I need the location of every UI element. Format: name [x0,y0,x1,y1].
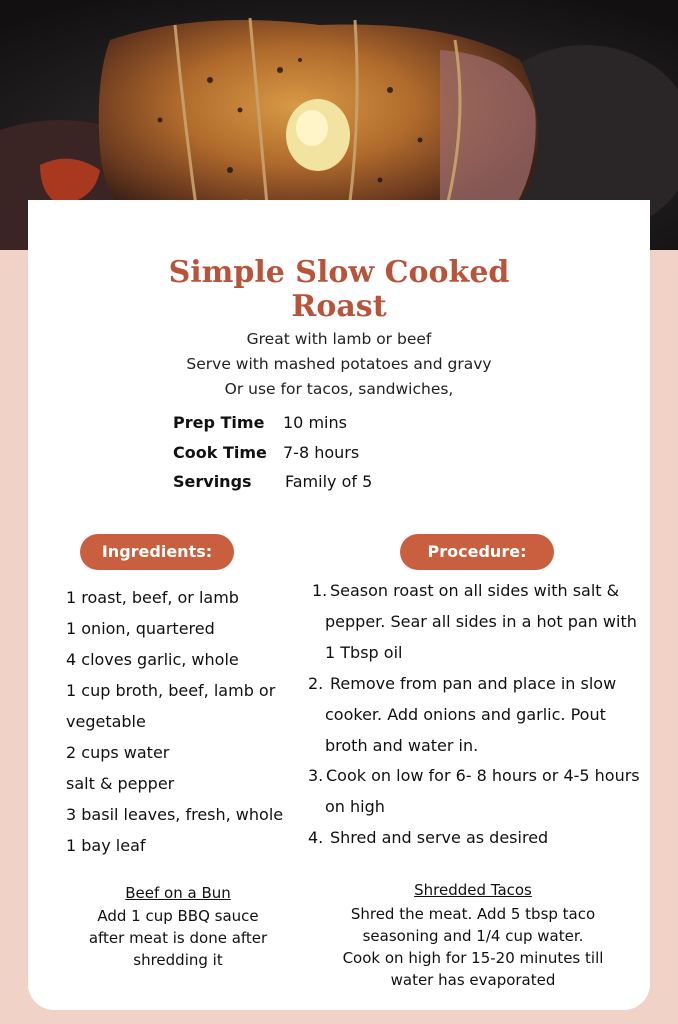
tip-line: water has evaporated [390,971,556,989]
step-line: cooker. Add onions and garlic. Pout [325,705,606,724]
ingredient-item: 2 cups water [66,743,170,762]
step-line: on high [325,797,385,816]
ingredients-list [66,582,296,861]
step-line: pepper. Sear all sides in a hot pan with [325,612,637,631]
ingredient-item: 1 roast, beef, or lamb [66,588,239,607]
ingredient-item: vegetable [66,712,146,731]
cook-time-value: 7-8 hours [283,443,360,462]
tip-line: Add 1 cup BBQ sauce [97,907,259,925]
beef-on-bun-title: Beef on a Bun [125,884,231,902]
recipe-title-line1: Simple Slow Cooked [168,255,510,290]
step-line: Shred and serve as desired [330,828,549,847]
ingredient-item: 1 bay leaf [66,836,146,855]
ingredient-item: salt & pepper [66,774,175,793]
shredded-tacos-title: Shredded Tacos [414,881,532,899]
cook-time-label: Cook Time [173,443,267,462]
tip-line: after meat is done after [88,929,268,947]
step-number: 2. [308,674,324,693]
step-line: Season roast on all sides with salt & [330,581,620,600]
step-number: 4. [308,828,324,847]
ingredient-item: 4 cloves garlic, whole [66,650,239,669]
servings-value: Family of 5 [285,472,373,491]
subtitle-line: Or use for tacos, sandwiches, [224,380,454,398]
tip-line: shredding it [133,951,223,969]
card-wave-edge [28,190,650,250]
ingredient-item: 1 cup broth, beef, lamb or [66,681,276,700]
subtitle-line: Great with lamb or beef [246,330,432,348]
ingredient-item: 1 onion, quartered [66,619,215,638]
prep-time-label: Prep Time [173,413,265,432]
step-number: 3. [308,766,324,785]
step-line: Cook on low for 6- 8 hours or 4-5 hours [326,766,640,785]
recipe-title-line2: Roast [291,289,387,324]
ingredient-item: 3 basil leaves, fresh, whole [66,805,284,824]
step-line: 1 Tbsp oil [325,643,403,662]
ingredients-heading: Ingredients: [80,534,234,570]
tip-line: Cook on high for 15-20 minutes till [342,949,604,967]
step-line: broth and water in. [325,736,479,755]
beef-on-bun-text [68,905,288,971]
tip-line: Shred the meat. Add 5 tbsp taco [350,905,596,923]
step-number: 1. [312,581,328,600]
subtitle-line: Serve with mashed potatoes and gravy [186,355,492,373]
procedure-heading: Procedure: [400,534,554,570]
tip-line: seasoning and 1/4 cup water. [362,927,584,945]
prep-time-value: 10 mins [283,413,347,432]
step-line: Remove from pan and place in slow [330,674,617,693]
shredded-tacos-text [323,903,623,991]
servings-label: Servings [173,472,252,491]
